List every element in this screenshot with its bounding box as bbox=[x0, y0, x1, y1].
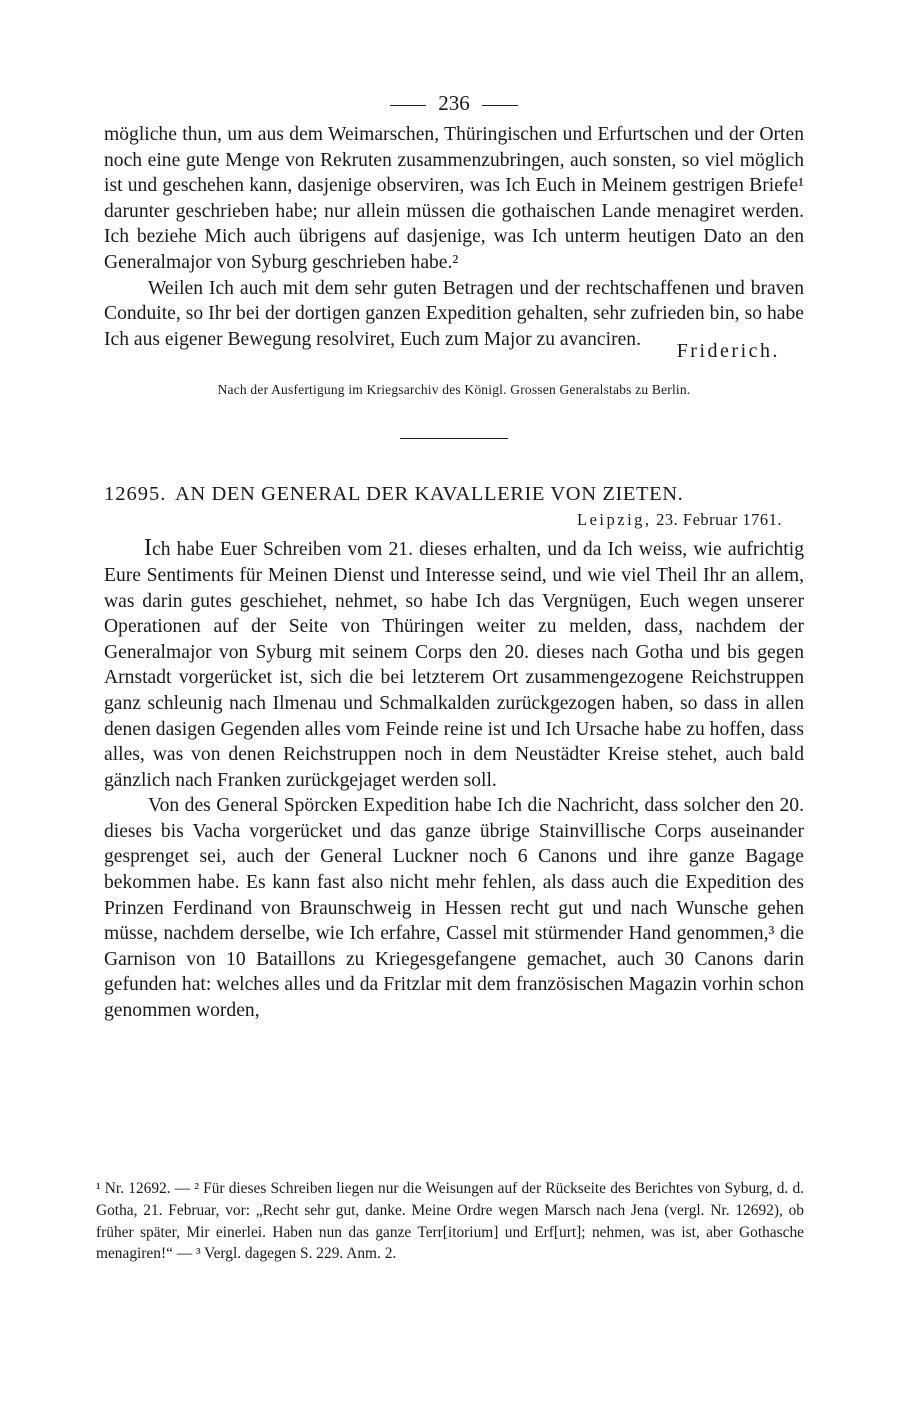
paragraph: Von des General Spörcken Expedition habe Ich die Nachricht, dass solcher den 20. dieses bis Vacha vorgerücket und das ganze übrige Stainvillische Corps auseinander gesprenget sei, auch der General Luckner noch 6 Canons und ihre ganze Bagage bekommen habe. Es kann fast also nicht mehr fehlen, als dass auch die Expedition des Prinzen Ferdinand von Braunschweig in Hessen recht gut und nach Wunsche gehen müsse, nachdem derselbe, wie Ich erfahre, Cassel mit stürmender Hand genommen,³ die Garnison von 10 Bataillons zu Kriegesgefangene gemachet, auch 30 Canons darin gefunden hat: welches alles und da Fritzlar mit dem französischen Magazin vorhin schon genommen worden, bbox=[104, 795, 804, 1022]
source-note: Nach der Ausfertigung im Kriegsarchiv des Königl. Grossen Generalstabs zu Berlin. bbox=[217, 382, 691, 398]
footnote-text: ¹ Nr. 12692. — ² Für dieses Schreiben liegen nur die Weisungen auf der Rückseite des Berichtes von Syburg, d. d. Gotha, 21. Februar, vor: „Recht sehr gut, danke. Meine Ordre wegen Marsch nach Jena (vergl. Nr. 12692), ob früher später, Mir einerlei. Haben nun das ganze Terr[itorium] und Erf[urt]; nehmen, was ist, aber Gothasche menagiren!“ — ³ Vergl. dagegen S. 229. Anm. 2. bbox=[96, 1180, 804, 1263]
initial-letter: I bbox=[144, 535, 152, 562]
paragraph: Weilen Ich auch mit dem sehr guten Betragen und der rechtschaffenen und braven Conduite, so Ihr bei der dortigen ganzen Expedition gehalten, sehr zufrieden bin, so habe Ich aus eigener Bewegung resolviret, Euch zum Major zu avanciren. bbox=[104, 277, 804, 350]
letter-heading bbox=[104, 483, 804, 506]
letter-number: 12695. bbox=[104, 483, 167, 506]
dash-right bbox=[482, 105, 518, 106]
signature-block bbox=[104, 340, 804, 380]
signature: Friderich. bbox=[676, 340, 780, 363]
letter-title: AN DEN GENERAL DER KAVALLERIE VON ZIETEN. bbox=[174, 483, 684, 506]
continued-letter bbox=[104, 122, 804, 352]
page bbox=[104, 88, 804, 1024]
paragraph: Ich habe Euer Schreiben vom 21. dieses erhalten, und da Ich weiss, wie aufrichtig Eure Sentiments für Meinen Dienst und Interesse seind, und wie viel Theil Ihr an allem, was darin gutes geschiehet, nehmet, so habe Ich das Vergnügen, Euch wegen unserer Operationen auf der Seite von Thüringen weiter zu melden, dass, nachdem der Generalmajor von Syburg mit seinem Corps den 20. dieses nach Gotha und bis gegen Arnstadt vorgerücket ist, sich die bei letzterem Ort zusammengezogene Reichstruppen ganz schleunig nach Ilmenau und Schmalkalden zurückgezogen haben, so dass in allen denen dasigen Gegenden alles vom Feinde reine ist und Ich Ursache habe zu hoffen, dass alles, was von denen Reichstruppen noch in dem Neustädter Kreise stehet, auch bald gänzlich nach Franken zurückgejaget werden soll. bbox=[104, 535, 804, 791]
page-number: 236 bbox=[104, 88, 804, 122]
letter-place: Leipzig, bbox=[577, 510, 652, 530]
dash-left bbox=[390, 105, 426, 106]
letter-date: 23. Februar 1761. bbox=[656, 510, 782, 530]
dateline bbox=[104, 510, 804, 530]
footnotes bbox=[96, 1178, 804, 1265]
letter-body bbox=[104, 536, 804, 1023]
paragraph: mögliche thun, um aus dem Weimarschen, Thüringischen und Erfurtschen und der Orten noch eine gute Menge von Rekruten zusammenzubringen, auch sonsten, so viel möglich ist und geschehen kann, dasjenige observiren, was Ich Euch in Meinem gestrigen Briefe¹ darunter geschrieben habe; nur allein müssen die gothaischen Lande menagiret werden. Ich beziehe Mich auch übrigens auf dasjenige, was Ich unterm heutigen Dato an den Generalmajor von Syburg geschrieben habe.² bbox=[104, 124, 804, 273]
section-divider bbox=[400, 438, 508, 439]
